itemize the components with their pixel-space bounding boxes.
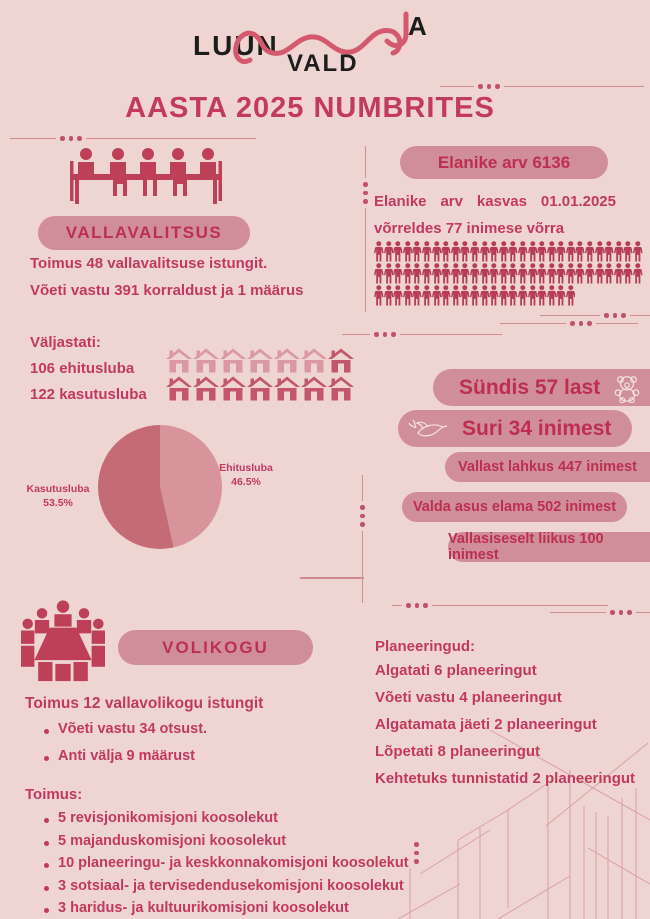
person-icon — [508, 263, 518, 284]
person-icon — [480, 285, 490, 306]
moved-within-badge — [448, 532, 650, 562]
person-icon — [470, 285, 480, 306]
divider-ornament — [10, 136, 256, 141]
vallavalitsus-badge — [38, 216, 250, 250]
house-icon — [328, 348, 354, 373]
person-icon — [489, 263, 499, 284]
person-icon — [489, 285, 499, 306]
section-divider — [360, 475, 365, 603]
person-icon — [374, 285, 384, 306]
house-icon — [166, 348, 192, 373]
person-icon — [480, 263, 490, 284]
volikogu-badge — [118, 630, 313, 665]
house-icon-row-1 — [166, 348, 354, 373]
person-icon — [480, 241, 490, 262]
population-badge-label: Elanike arv 6136 — [437, 152, 571, 172]
pie-label-kasutusluba — [18, 482, 98, 510]
permits-item-1: 106 ehitusluba — [30, 360, 135, 377]
pie-slice-name: Kasutusluba — [26, 483, 90, 495]
person-icon — [633, 263, 643, 284]
person-icon — [623, 241, 633, 262]
deaths-badge — [398, 410, 632, 447]
person-icon — [422, 263, 432, 284]
person-icon — [412, 263, 422, 284]
house-icon — [301, 376, 327, 401]
person-icon — [441, 241, 451, 262]
person-icon — [518, 241, 528, 262]
volikogu-stat-1: Toimus 12 vallavolikogu istungit — [25, 695, 264, 712]
volikogu-badge-label: VOLIKOGU — [162, 637, 269, 657]
council-meeting-icon — [15, 599, 111, 683]
divider-ornament — [540, 313, 650, 318]
logo-word-vald: VALD — [287, 50, 359, 77]
person-icon — [537, 241, 547, 262]
list-item: 5 revisjonikomisjoni koosolekut — [40, 810, 409, 826]
volikogu-decisions-list — [40, 721, 207, 764]
person-icon — [374, 263, 384, 284]
person-icon — [451, 241, 461, 262]
person-icon — [451, 263, 461, 284]
person-icon — [528, 285, 538, 306]
person-icon — [566, 263, 576, 284]
house-icon — [328, 376, 354, 401]
person-icon — [489, 241, 499, 262]
logo-word-luun: LUUN — [193, 30, 279, 61]
person-icon — [499, 263, 509, 284]
person-icon — [403, 263, 413, 284]
teddy-bear-icon — [612, 373, 642, 403]
house-icon — [220, 376, 246, 401]
person-icon — [547, 263, 557, 284]
permits-label: Väljastati: — [30, 334, 101, 351]
person-icon — [566, 285, 576, 306]
permits-pie-chart — [98, 425, 222, 549]
person-icon — [403, 285, 413, 306]
list-item: Lõpetati 8 planeeringut — [375, 743, 541, 760]
person-icon — [614, 241, 624, 262]
moved-in-badge-label: Valda asus elama 502 inimest — [412, 499, 617, 515]
house-icon — [193, 348, 219, 373]
logo-letter-a: A — [408, 11, 429, 41]
divider-ornament — [550, 610, 650, 615]
deaths-badge-label: Suri 34 inimest — [462, 416, 612, 440]
person-icon — [547, 285, 557, 306]
list-item: 5 majanduskomisjoni koosolekut — [40, 833, 409, 849]
moved-in-badge — [402, 492, 627, 522]
person-icon — [441, 263, 451, 284]
person-icon — [518, 263, 528, 284]
list-item: Võeti vastu 4 planeeringut — [375, 689, 562, 706]
person-icon — [384, 241, 394, 262]
person-icon — [508, 285, 518, 306]
pie-slice-value: 53.5% — [43, 497, 73, 509]
person-icon — [384, 285, 394, 306]
person-icon — [537, 263, 547, 284]
births-badge — [433, 369, 650, 406]
person-icon — [412, 285, 422, 306]
person-icon — [460, 263, 470, 284]
list-item: Anti välja 9 määrust — [40, 748, 207, 764]
person-icon — [595, 263, 605, 284]
person-icon — [393, 241, 403, 262]
list-item: Algatamata jäeti 2 planeeringut — [375, 716, 597, 733]
person-icon — [412, 241, 422, 262]
person-icon — [528, 263, 538, 284]
house-icon — [301, 348, 327, 373]
list-item: Algatati 6 planeeringut — [375, 662, 537, 679]
person-icon — [575, 241, 585, 262]
pie-slice-name: Ehitusluba — [219, 462, 273, 474]
births-badge-label: Sündis 57 last — [459, 375, 601, 399]
person-icon — [528, 241, 538, 262]
person-icon — [460, 285, 470, 306]
house-icon — [247, 348, 273, 373]
person-icon — [556, 241, 566, 262]
person-icon — [556, 285, 566, 306]
moved-within-badge-label: Vallasiseselt liikus 100 inimest — [448, 531, 604, 563]
person-icon — [585, 263, 595, 284]
committees-label: Toimus: — [25, 786, 83, 803]
divider-ornament — [342, 332, 502, 337]
list-item: 3 haridus- ja kultuurikomisjoni koosolekut — [40, 900, 409, 916]
vallavalitsus-badge-label: VALLAVALITSUS — [65, 223, 223, 242]
person-icon — [422, 285, 432, 306]
person-icon — [470, 263, 480, 284]
page-title: AASTA 2025 NUMBRITES — [125, 92, 495, 124]
house-icon — [166, 376, 192, 401]
vallavalitsus-stat-2: Võeti vastu 391 korraldust ja 1 määrus — [30, 282, 304, 299]
person-icon — [384, 263, 394, 284]
person-icon — [547, 241, 557, 262]
person-icon — [374, 241, 384, 262]
person-icon — [604, 263, 614, 284]
person-icon — [604, 241, 614, 262]
person-icon — [460, 241, 470, 262]
person-icon — [585, 241, 595, 262]
person-icon — [451, 285, 461, 306]
dove-icon — [408, 414, 452, 444]
divider-ornament — [440, 84, 644, 89]
person-icon — [441, 285, 451, 306]
person-icon — [537, 285, 547, 306]
person-icon — [393, 263, 403, 284]
person-icon — [422, 241, 432, 262]
person-icon — [432, 241, 442, 262]
person-icon — [595, 241, 605, 262]
city-wireframe-art — [398, 688, 650, 919]
planning-label: Planeeringud: — [375, 638, 476, 655]
person-icon — [614, 263, 624, 284]
person-icon — [470, 241, 480, 262]
person-icon — [566, 241, 576, 262]
pie-slice-value: 46.5% — [231, 476, 261, 488]
person-icon — [508, 241, 518, 262]
person-icon — [633, 241, 643, 262]
list-item: Kehtetuks tunnistatid 2 planeeringut — [375, 770, 636, 787]
person-icon — [432, 285, 442, 306]
person-icon — [499, 241, 509, 262]
population-badge — [400, 146, 608, 179]
population-growth-text: Elanike arv kasvas 01.01.2025 võrreldes 77 inimese võrra — [374, 193, 616, 237]
divider-ornament — [392, 603, 608, 608]
list-item: 3 sotsiaal- ja tervisedendusekomisjoni koosolekut — [40, 878, 409, 894]
permits-item-2: 122 kasutusluba — [30, 386, 147, 403]
section-divider — [363, 146, 368, 312]
person-icon — [623, 263, 633, 284]
person-icon — [575, 263, 585, 284]
person-icon — [556, 263, 566, 284]
list-item: 10 planeeringu- ja keskkonnakomisjoni koosolekut — [40, 855, 409, 871]
population-pictograph — [374, 241, 644, 306]
committee-meetings-list — [40, 810, 409, 916]
government-meeting-icon — [70, 147, 222, 205]
house-icon — [220, 348, 246, 373]
house-icon — [247, 376, 273, 401]
divider-line — [300, 577, 364, 579]
person-icon — [518, 285, 528, 306]
person-icon — [432, 263, 442, 284]
house-icon — [193, 376, 219, 401]
pie-label-ehitusluba — [206, 461, 286, 489]
vallavalitsus-stat-1: Toimus 48 vallavalitsuse istungit. — [30, 255, 268, 272]
person-icon — [499, 285, 509, 306]
moved-out-badge — [445, 452, 650, 482]
divider-ornament — [500, 321, 638, 326]
person-icon — [403, 241, 413, 262]
house-icon-row-2 — [166, 376, 354, 401]
list-item: Võeti vastu 34 otsust. — [40, 721, 207, 737]
person-icon — [393, 285, 403, 306]
house-icon — [274, 348, 300, 373]
house-icon — [274, 376, 300, 401]
moved-out-badge-label: Vallast lahkus 447 inimest — [458, 459, 637, 475]
